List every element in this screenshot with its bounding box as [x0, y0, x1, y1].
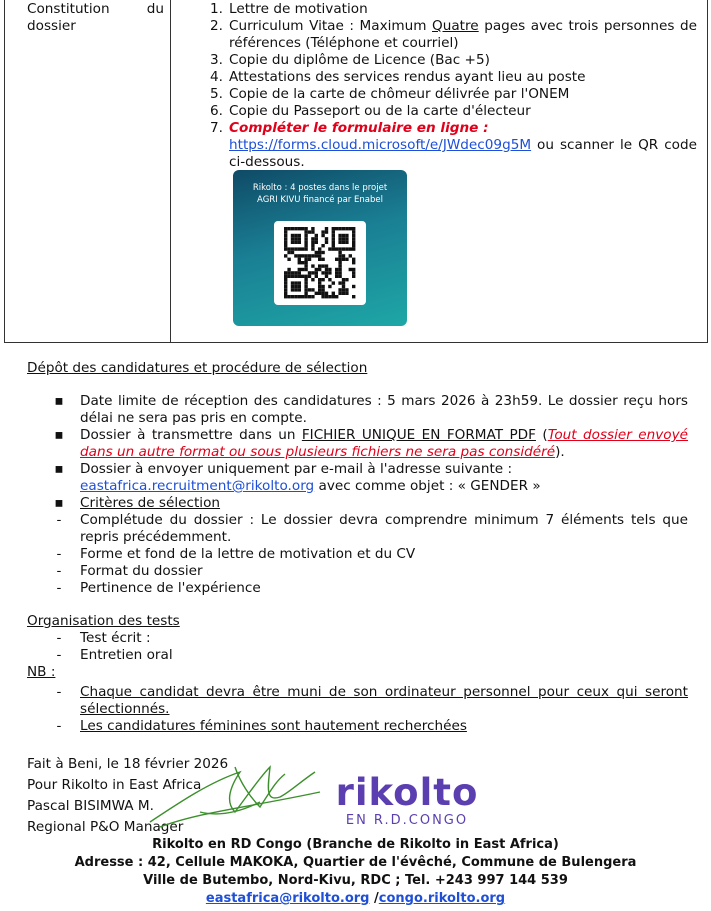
- qr-module: [335, 247, 338, 250]
- list-item: 3. Copie du diplôme de Licence (Bac +5): [210, 52, 490, 68]
- qr-module: [291, 251, 294, 254]
- qr-module: [318, 254, 321, 257]
- qr-module: [315, 268, 318, 271]
- list-item: ▪ Dossier à transmettre dans un FICHIER UNIQUE EN FORMAT PDF (Tout dossier envoyé dans un autre format ou sous plusieurs fichiers ne sera pas considéré).: [54, 427, 689, 460]
- dossier-label-cell: [5, 0, 171, 343]
- qr-module: [338, 258, 341, 261]
- qr-module: [301, 275, 304, 278]
- qr-module: [298, 295, 301, 298]
- qr-module: [332, 237, 335, 240]
- qr-module: [345, 247, 348, 250]
- qr-module: [342, 237, 345, 240]
- qr-module: [315, 292, 318, 295]
- qr-module: [315, 237, 318, 240]
- qr-module: [338, 261, 341, 264]
- qr-module: [345, 278, 348, 281]
- qr-module: [328, 268, 331, 271]
- qr-module: [321, 258, 324, 261]
- qr-module: [328, 285, 331, 288]
- qr-module: [318, 268, 321, 271]
- qr-module: [352, 275, 355, 278]
- qr-module: [332, 227, 335, 230]
- list-item: - Chaque candidat devra être muni de son ordinateur personnel pour ceux qui seront sélectionnés.: [56, 684, 688, 717]
- qr-module: [352, 295, 355, 298]
- qr-module: [304, 227, 307, 230]
- qr-module: [345, 227, 348, 230]
- qr-module: [287, 227, 290, 230]
- qr-module: [345, 292, 348, 295]
- qr-module: [298, 271, 301, 274]
- qr-code-graphic: [274, 221, 366, 305]
- rikolto-logo: rikolto EN R.D.CONGO: [335, 771, 479, 828]
- qr-module: [338, 247, 341, 250]
- qr-module: [284, 241, 287, 244]
- list-item: - Les candidatures féminines sont hautement recherchées: [56, 718, 467, 734]
- footer-address: Adresse : 42, Cellule MAKOKA, Quartier de l'évêché, Commune de Bulengera: [74, 855, 637, 870]
- qr-module: [352, 258, 355, 261]
- qr-module: [311, 244, 314, 247]
- qr-module: [321, 271, 324, 274]
- nb-heading: NB :: [27, 664, 56, 680]
- qr-module: [338, 227, 341, 230]
- qr-module: [321, 264, 324, 267]
- qr-module: [338, 288, 341, 291]
- qr-module: [342, 285, 345, 288]
- qr-module: [332, 234, 335, 237]
- list-item: 2. Curriculum Vitae : Maximum Quatre pages avec trois personnes de références (Téléphone et courriel): [210, 18, 698, 51]
- qr-module: [315, 254, 318, 257]
- qr-module: [311, 227, 314, 230]
- qr-module: [284, 254, 287, 257]
- qr-module: [321, 230, 324, 233]
- qr-module: [321, 292, 324, 295]
- tests-heading: Organisation des tests: [27, 613, 180, 629]
- qr-module: [304, 275, 307, 278]
- qr-module: [298, 247, 301, 250]
- qr-module: [321, 288, 324, 291]
- qr-module: [349, 254, 352, 257]
- qr-module: [304, 285, 307, 288]
- qr-module: [315, 271, 318, 274]
- list-item: - Forme et fond de la lettre de motivation et du CV: [56, 546, 416, 562]
- qr-module: [325, 292, 328, 295]
- qr-module: [311, 247, 314, 250]
- qr-module: [332, 241, 335, 244]
- qr-module: [338, 251, 341, 254]
- qr-module: [321, 295, 324, 298]
- qr-module: [301, 268, 304, 271]
- qr-module: [304, 278, 307, 281]
- qr-module: [342, 281, 345, 284]
- qr-module: [352, 230, 355, 233]
- qr-module: [304, 292, 307, 295]
- nb-list: [52, 684, 688, 735]
- place-date: Fait à Beni, le 18 février 2026: [27, 756, 229, 772]
- list-item: 4. Attestations des services rendus ayant lieu au poste: [210, 69, 586, 85]
- qr-module: [291, 275, 294, 278]
- qr-module: [284, 234, 287, 237]
- qr-module: [342, 254, 345, 257]
- list-item: 5. Copie de la carte de chômeur délivrée par l'ONEM: [210, 86, 570, 102]
- qr-module: [318, 247, 321, 250]
- criteria-heading: Critères de sélection: [80, 495, 221, 511]
- qr-module: [338, 281, 341, 284]
- qr-module: [335, 258, 338, 261]
- qr-module: [291, 271, 294, 274]
- qr-module: [311, 230, 314, 233]
- qr-module: [321, 251, 324, 254]
- qr-module: [315, 241, 318, 244]
- qr-module: [349, 247, 352, 250]
- qr-module: [291, 241, 294, 244]
- qr-module: [318, 281, 321, 284]
- qr-module: [284, 285, 287, 288]
- qr-module: [284, 295, 287, 298]
- qr-module: [332, 295, 335, 298]
- qr-module: [298, 261, 301, 264]
- qr-module: [318, 285, 321, 288]
- qr-module: [332, 230, 335, 233]
- qr-module: [349, 227, 352, 230]
- signatory-name: Pascal BISIMWA M.: [27, 798, 154, 814]
- qr-module: [291, 295, 294, 298]
- qr-module: [335, 295, 338, 298]
- list-item: 1. Lettre de motivation: [210, 1, 368, 17]
- qr-module: [301, 254, 304, 257]
- qr-module: [291, 281, 294, 284]
- qr-module: [318, 258, 321, 261]
- qr-module: [298, 258, 301, 261]
- qr-module: [301, 261, 304, 264]
- list-item: 6. Copie du Passeport ou de la carte d'électeur: [210, 103, 531, 119]
- form-instruction: Compléter le formulaire en ligne :: [229, 120, 489, 136]
- qr-module: [342, 278, 345, 281]
- qr-module: [328, 271, 331, 274]
- qr-module: [284, 244, 287, 247]
- signatory-role: Regional P&O Manager: [27, 819, 184, 835]
- footer: Rikolto en RD Congo (Branche de Rikolto in East Africa) Adresse : 42, Cellule MAKOKA, Quartier de l'évêché, Commune de Bulengera Ville de Butembo, Nord-Kivu, RDC ; Tel. +243 997 144 539 eastafrica@rikolto.org /congo.rikolto.org: [0, 836, 711, 908]
- qr-module: [308, 258, 311, 261]
- qr-module: [304, 247, 307, 250]
- qr-module: [352, 268, 355, 271]
- qr-module: [291, 237, 294, 240]
- qr-module: [287, 258, 290, 261]
- qr-module: [318, 278, 321, 281]
- qr-module: [338, 241, 341, 244]
- qr-module: [284, 275, 287, 278]
- qr-module: [298, 241, 301, 244]
- qr-module: [298, 285, 301, 288]
- qr-module: [338, 271, 341, 274]
- qr-module: [332, 292, 335, 295]
- qr-module: [304, 295, 307, 298]
- label-word-constitution: Constitution: [27, 1, 110, 17]
- qr-module: [308, 275, 311, 278]
- qr-card: [233, 170, 407, 326]
- qr-module: [345, 241, 348, 244]
- qr-module: [352, 247, 355, 250]
- qr-module: [304, 261, 307, 264]
- qr-module: [294, 295, 297, 298]
- qr-module: [304, 281, 307, 284]
- qr-module: [338, 292, 341, 295]
- qr-module: [345, 288, 348, 291]
- qr-module: [325, 241, 328, 244]
- qr-module: [294, 237, 297, 240]
- qr-module: [352, 234, 355, 237]
- qr-module: [338, 268, 341, 271]
- qr-module: [352, 241, 355, 244]
- qr-module: [328, 247, 331, 250]
- qr-module: [328, 278, 331, 281]
- qr-module: [294, 227, 297, 230]
- qr-module: [284, 227, 287, 230]
- pieces-list: [171, 1, 707, 171]
- qr-module: [342, 234, 345, 237]
- qr-module: [318, 288, 321, 291]
- qr-module: [304, 237, 307, 240]
- form-link[interactable]: https://forms.cloud.microsoft/e/JWdec09g5M: [229, 137, 532, 153]
- qr-module: [304, 244, 307, 247]
- qr-module: [315, 251, 318, 254]
- qr-module: [318, 292, 321, 295]
- qr-module: [298, 281, 301, 284]
- list-item: 7. Compléter le formulaire en ligne : https://forms.cloud.microsoft/e/JWdec09g5M ou scanner le QR code ci-dessous.: [210, 120, 697, 170]
- qr-module: [352, 237, 355, 240]
- qr-module: [342, 292, 345, 295]
- list-item: - Entretien oral: [56, 647, 173, 663]
- qr-module: [284, 271, 287, 274]
- qr-module: [287, 251, 290, 254]
- qr-module: [325, 268, 328, 271]
- qr-module: [308, 254, 311, 257]
- qr-module: [291, 227, 294, 230]
- qr-module: [318, 251, 321, 254]
- qr-module: [345, 237, 348, 240]
- qr-module: [284, 230, 287, 233]
- qr-module: [311, 237, 314, 240]
- qr-module: [298, 275, 301, 278]
- qr-module: [352, 271, 355, 274]
- qr-module: [304, 288, 307, 291]
- list-item: ▪ Dossier à envoyer uniquement par e-mail à l'adresse suivante : eastafrica.recruitment@rikolto.org avec comme objet : « GENDER »: [54, 461, 541, 494]
- qr-module: [284, 237, 287, 240]
- list-item: - Format du dossier: [56, 563, 203, 579]
- qr-module: [301, 247, 304, 250]
- tests-list: [52, 630, 688, 664]
- qr-module: [311, 254, 314, 257]
- qr-module: [294, 275, 297, 278]
- qr-code-icon[interactable]: [274, 221, 366, 305]
- qr-module: [352, 227, 355, 230]
- qr-module: [294, 254, 297, 257]
- signatory-org: Pour Rikolto in East Africa: [27, 777, 202, 793]
- qr-module: [308, 295, 311, 298]
- qr-module: [284, 247, 287, 250]
- qr-module: [325, 264, 328, 267]
- qr-module: [298, 268, 301, 271]
- depot-bullets: [52, 393, 688, 597]
- qr-module: [325, 230, 328, 233]
- qr-module: [294, 247, 297, 250]
- qr-module: [284, 288, 287, 291]
- qr-module: [342, 288, 345, 291]
- qr-module: [298, 234, 301, 237]
- qr-module: [298, 237, 301, 240]
- qr-module: [308, 230, 311, 233]
- qr-module: [284, 278, 287, 281]
- qr-module: [325, 227, 328, 230]
- qr-module: [342, 227, 345, 230]
- qr-module: [335, 271, 338, 274]
- qr-module: [294, 285, 297, 288]
- footer-city-phone: Ville de Butembo, Nord-Kivu, RDC ; Tel. +243 997 144 539: [143, 873, 568, 888]
- qr-module: [304, 230, 307, 233]
- label-word-dossier: dossier: [27, 18, 76, 34]
- qr-module: [338, 264, 341, 267]
- qr-module: [328, 295, 331, 298]
- qr-module: [304, 264, 307, 267]
- qr-module: [342, 247, 345, 250]
- qr-module: [321, 244, 324, 247]
- qr-module: [287, 247, 290, 250]
- qr-module: [298, 288, 301, 291]
- qr-module: [349, 268, 352, 271]
- qr-module: [311, 295, 314, 298]
- qr-module: [352, 261, 355, 264]
- qr-module: [294, 288, 297, 291]
- list-item: - Test écrit :: [56, 630, 151, 646]
- qr-module: [287, 275, 290, 278]
- qr-module: [294, 241, 297, 244]
- qr-module: [342, 258, 345, 261]
- qr-module: [311, 271, 314, 274]
- list-item: - Pertinence de l'expérience: [56, 580, 261, 596]
- qr-module: [311, 278, 314, 281]
- qr-module: [321, 285, 324, 288]
- qr-module: [294, 234, 297, 237]
- qr-module: [325, 275, 328, 278]
- qr-module: [304, 268, 307, 271]
- list-item: ▪ Critères de sélection: [54, 495, 221, 511]
- qr-module: [294, 281, 297, 284]
- qr-module: [345, 258, 348, 261]
- qr-module: [325, 237, 328, 240]
- qr-module: [287, 295, 290, 298]
- qr-module: [311, 288, 314, 291]
- qr-module: [338, 254, 341, 257]
- qr-module: [311, 241, 314, 244]
- list-item: - Complétude du dossier : Le dossier devra comprendre minimum 7 éléments tels que repris précédemment.: [56, 512, 688, 545]
- qr-module: [298, 254, 301, 257]
- qr-module: [332, 244, 335, 247]
- label-word-du: du: [146, 1, 164, 17]
- qr-module: [304, 254, 307, 257]
- qr-module: [345, 234, 348, 237]
- qr-module: [291, 285, 294, 288]
- qr-module: [332, 247, 335, 250]
- qr-module: [287, 268, 290, 271]
- qr-module: [311, 264, 314, 267]
- qr-module: [338, 275, 341, 278]
- qr-module: [304, 234, 307, 237]
- qr-module: [338, 234, 341, 237]
- qr-module: [284, 292, 287, 295]
- qr-module: [321, 278, 324, 281]
- qr-module: [294, 271, 297, 274]
- qr-module: [291, 234, 294, 237]
- qr-module: [335, 275, 338, 278]
- qr-module: [338, 237, 341, 240]
- recruitment-email-link[interactable]: eastafrica.recruitment@rikolto.org: [80, 478, 315, 494]
- qr-module: [291, 288, 294, 291]
- qr-module: [284, 281, 287, 284]
- qr-module: [335, 268, 338, 271]
- qr-module: [298, 227, 301, 230]
- qr-module: [301, 227, 304, 230]
- footer-site-link[interactable]: congo.rikolto.org: [378, 891, 506, 906]
- list-item: ▪ Date limite de réception des candidatures : 5 mars 2026 à 23h59. Le dossier reçu hors délai ne sera pas pris en compte.: [54, 393, 688, 426]
- qr-module: [287, 271, 290, 274]
- qr-module: [332, 281, 335, 284]
- depot-heading: Dépôt des candidatures et procédure de sélection: [27, 360, 368, 376]
- qr-module: [342, 241, 345, 244]
- qr-module: [308, 271, 311, 274]
- qr-module: [315, 275, 318, 278]
- qr-module: [325, 295, 328, 298]
- qr-module: [304, 241, 307, 244]
- qr-module: [315, 234, 318, 237]
- footer-email-link[interactable]: eastafrica@rikolto.org: [205, 891, 370, 906]
- footer-org: Rikolto en RD Congo (Branche de Rikolto in East Africa): [152, 837, 559, 852]
- qr-module: [301, 295, 304, 298]
- qr-module: [321, 234, 324, 237]
- qr-card-title: Rikolto : 4 postes dans le projet AGRI KIVU financé par Enabel: [252, 183, 388, 205]
- signature-icon: [140, 752, 340, 832]
- qr-module: [291, 247, 294, 250]
- qr-module: [352, 285, 355, 288]
- qr-module: [325, 271, 328, 274]
- qr-module: [304, 258, 307, 261]
- qr-module: [308, 288, 311, 291]
- qr-module: [335, 227, 338, 230]
- qr-module: [352, 244, 355, 247]
- qr-module: [318, 264, 321, 267]
